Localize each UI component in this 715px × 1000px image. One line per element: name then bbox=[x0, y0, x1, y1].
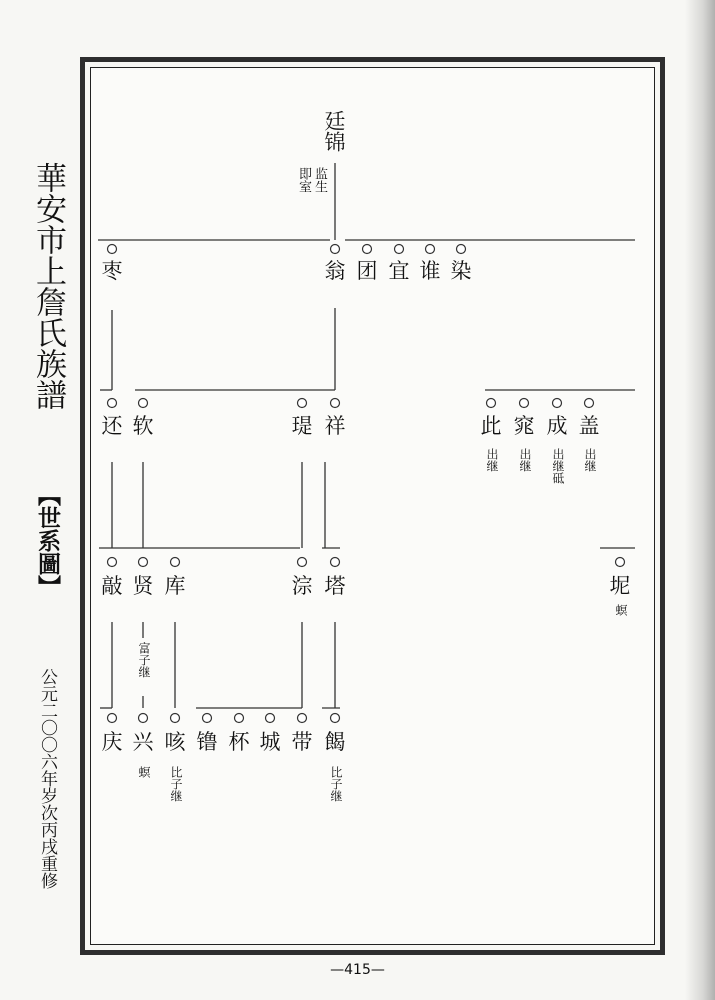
person-name-zao: 枣 bbox=[101, 259, 123, 283]
person-name-ni: 坭 bbox=[609, 574, 631, 598]
person-node bbox=[108, 245, 117, 254]
person-node bbox=[553, 399, 562, 408]
person-name-dai: 带 bbox=[291, 730, 313, 754]
note-ye: 比子继 bbox=[329, 766, 343, 802]
person-node bbox=[139, 714, 148, 723]
person-name-tuan: 团 bbox=[356, 259, 378, 283]
person-node bbox=[520, 399, 529, 408]
person-name-ti: 瑅 bbox=[291, 414, 313, 438]
person-node bbox=[395, 245, 404, 254]
book-title: 華安市上詹氏族譜 bbox=[30, 162, 66, 410]
person-node bbox=[171, 558, 180, 567]
person-node bbox=[426, 245, 435, 254]
section-label: 【世系圖】 bbox=[34, 482, 61, 598]
person-name-ye: 餲 bbox=[324, 730, 346, 754]
person-node bbox=[298, 399, 307, 408]
person-node bbox=[108, 558, 117, 567]
note-wan: 出继 bbox=[518, 448, 532, 472]
person-name-shui: 谁 bbox=[419, 259, 441, 283]
person-name-xing: 兴 bbox=[132, 730, 154, 754]
person-node bbox=[139, 399, 148, 408]
person-node bbox=[457, 245, 466, 254]
person-node bbox=[266, 714, 275, 723]
note-xian: 富子继 bbox=[137, 642, 151, 678]
person-name-bei: 杯 bbox=[228, 730, 250, 754]
person-node bbox=[616, 558, 625, 567]
person-node bbox=[108, 714, 117, 723]
person-node bbox=[363, 245, 372, 254]
person-name-wan: 窕 bbox=[513, 414, 535, 438]
person-name-yi: 宜 bbox=[388, 259, 410, 283]
person-node bbox=[171, 714, 180, 723]
person-name-hai: 咳 bbox=[164, 730, 186, 754]
person-name-cheng: 成 bbox=[546, 414, 568, 438]
person-node bbox=[298, 558, 307, 567]
page-number: —415— bbox=[330, 962, 385, 978]
person-name-cong: 淙 bbox=[291, 574, 313, 598]
person-name-ku: 库 bbox=[164, 574, 186, 598]
note-hai: 比子继 bbox=[169, 766, 183, 802]
note-cheng: 出继砥 bbox=[551, 448, 565, 484]
person-node bbox=[203, 714, 212, 723]
edition-text: 公元二〇〇六年岁次丙戌重修 bbox=[37, 668, 57, 889]
person-node bbox=[331, 558, 340, 567]
person-node bbox=[585, 399, 594, 408]
note-ci: 出继 bbox=[485, 448, 499, 472]
person-name-gai: 盖 bbox=[578, 414, 600, 438]
person-name-ta: 塔 bbox=[324, 574, 346, 598]
person-name-bao: 镥 bbox=[196, 730, 218, 754]
person-name-ruan: 软 bbox=[132, 414, 154, 438]
person-node bbox=[487, 399, 496, 408]
person-name-qing: 庆 bbox=[101, 730, 123, 754]
note-tingjin-2: 监生 bbox=[312, 167, 327, 193]
note-xing: 螟 bbox=[137, 766, 151, 778]
person-node bbox=[235, 714, 244, 723]
person-name-huan: 还 bbox=[101, 414, 123, 438]
person-node bbox=[298, 714, 307, 723]
person-name-xiang: 祥 bbox=[324, 414, 346, 438]
person-name-chengb: 城 bbox=[259, 730, 281, 754]
note-tingjin-1: 即室 bbox=[296, 167, 311, 193]
person-node bbox=[331, 714, 340, 723]
person-node bbox=[331, 399, 340, 408]
note-gai: 出继 bbox=[583, 448, 597, 472]
person-name-qiao: 敲 bbox=[101, 574, 123, 598]
person-name-weng: 翁 bbox=[324, 259, 346, 283]
person-node bbox=[331, 245, 340, 254]
person-name-ci: 此 bbox=[480, 414, 502, 438]
person-node bbox=[139, 558, 148, 567]
note-ni: 螟 bbox=[614, 604, 628, 616]
person-name-ran: 染 bbox=[450, 259, 472, 283]
person-node bbox=[108, 399, 117, 408]
person-name-xian: 贤 bbox=[132, 574, 154, 598]
person-name-tingjin: 廷锦 bbox=[322, 110, 346, 152]
